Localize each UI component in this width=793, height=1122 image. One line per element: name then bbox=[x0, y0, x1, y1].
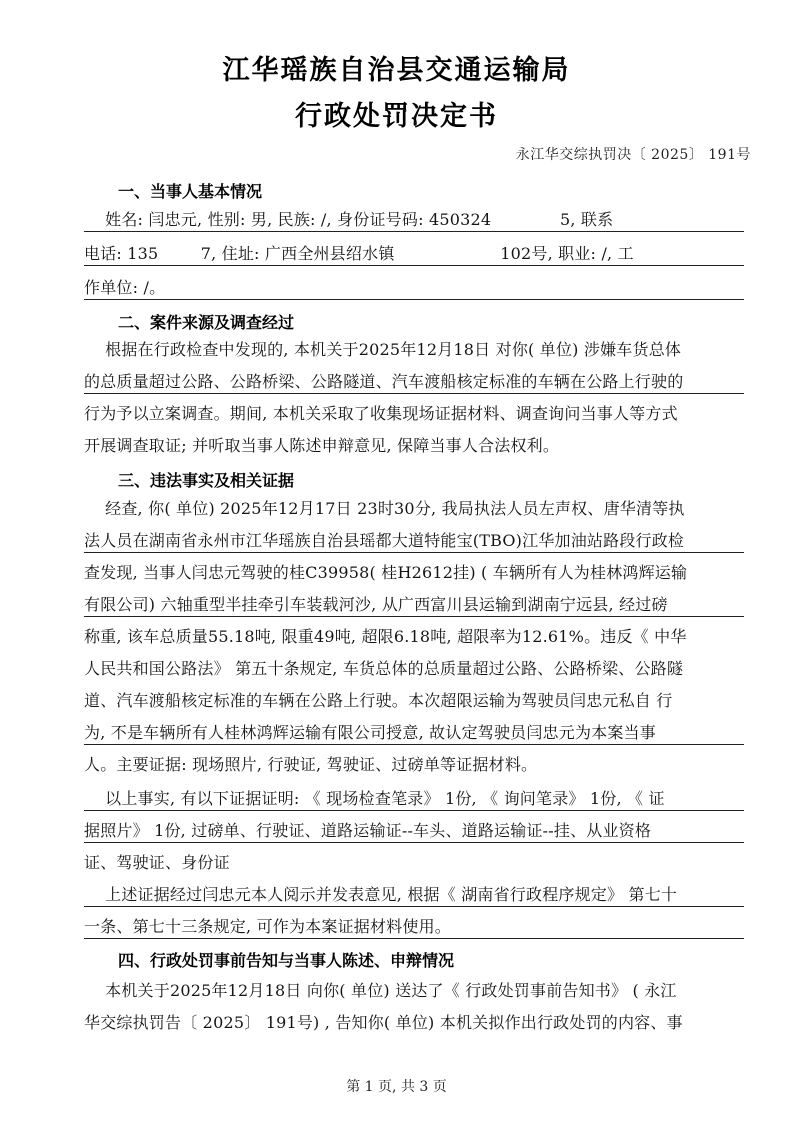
prior-notice-line: 本机关于2025年12月18日 向你( 单位) 送达了《 行政处罚事前告知书》 ( 永江 bbox=[84, 981, 677, 1000]
document-title-agency: 江华瑶族自治县交通运输局 bbox=[222, 55, 571, 86]
evidence-line: 据照片》 1份, 过磅单、行驶证、道路运输证--车头、道路运输证--挂、从业资格 bbox=[84, 821, 744, 843]
violation-facts-line: 称重, 该车总质量55.18吨, 限重49吨, 超限6.18吨, 超限率为12.61%。违反《 中华 bbox=[84, 627, 687, 646]
evidence-line: 以上事实, 有以下证据证明: 《 现场检查笔录》 1份, 《 询问笔录》 1份, 《 证 bbox=[84, 789, 744, 811]
section-heading-violation-facts: 三、违法事实及相关证据 bbox=[118, 471, 295, 490]
party-info-line: 电话: 135 7, 住址: 广西全州县绍水镇 102号, 职业: /, 工 bbox=[84, 244, 744, 266]
violation-facts-line: 道、汽车渡船核定标准的车辆在公路上行驶。本次超限运输为驾驶员闫忠元私自 行 bbox=[84, 691, 673, 710]
evidence-line: 上述证据经过闫忠元本人阅示并发表意见, 根据《 湖南省行政程序规定》 第七十 bbox=[84, 885, 744, 907]
evidence-line: 证、驾驶证、身份证 bbox=[84, 853, 230, 872]
case-source-line: 根据在行政检查中发现的, 本机关于2025年12月18日 对你( 单位) 涉嫌车货总体 bbox=[84, 340, 682, 359]
document-number: 永江华交综执罚决〔 2025〕 191号 bbox=[515, 147, 751, 163]
case-source-line: 开展调查取证; 并听取当事人陈述申辩意见, 保障当事人合法权利。 bbox=[84, 436, 560, 455]
violation-facts-line: 人民共和国公路法》 第五十条规定, 车货总体的总质量超过公路、公路桥梁、公路隧 bbox=[84, 659, 684, 678]
violation-facts-line: 有限公司) 六轴重型半挂牵引车装载河沙, 从广西富川县运输到湖南宁远县, 经过磅 bbox=[84, 595, 744, 617]
prior-notice-line: 华交综执罚告〔 2025〕 191号) , 告知你( 单位) 本机关拟作出行政处罚的内容、事 bbox=[84, 1013, 683, 1032]
violation-facts-line: 人。主要证据: 现场照片, 行驶证, 驾驶证、过磅单等证据材料。 bbox=[84, 755, 538, 774]
case-source-line: 行为予以立案调查。期间, 本机关采取了收集现场证据材料、调查询问当事人等方式 bbox=[84, 404, 678, 423]
page-footer: 第 1 页, 共 3 页 bbox=[346, 1079, 447, 1095]
section-heading-case-source: 二、案件来源及调查经过 bbox=[118, 313, 295, 332]
party-info-line: 作单位: /。 bbox=[84, 278, 744, 300]
violation-facts-line: 查发现, 当事人闫忠元驾驶的桂C39958( 桂H2612挂) ( 车辆所有人为桂林鸿辉运输 bbox=[84, 563, 688, 582]
document-title-type: 行政处罚决定书 bbox=[295, 101, 498, 132]
violation-facts-line: 为, 不是车辆所有人桂林鸿辉运输有限公司授意, 故认定驾驶员闫忠元为本案当事 bbox=[84, 723, 744, 745]
evidence-line: 一条、第七十三条规定, 可作为本案证据材料使用。 bbox=[84, 917, 744, 939]
case-source-line: 的总质量超过公路、公路桥梁、公路隧道、汽车渡船核定标准的车辆在公路上行驶的 bbox=[84, 372, 744, 394]
violation-facts-line: 经查, 你( 单位) 2025年12月17日 23时30分, 我局执法人员左声权、唐华清等执 bbox=[84, 499, 685, 518]
violation-facts-line: 法人员在湖南省永州市江华瑶族自治县瑶都大道特能宝(TBO)江华加油站路段行政检 bbox=[84, 531, 744, 553]
party-info-line: 姓名: 闫忠元, 性别: 男, 民族: /, 身份证号码: 450324 5, 联系 bbox=[84, 210, 744, 232]
section-heading-party-info: 一、当事人基本情况 bbox=[118, 182, 263, 201]
section-heading-prior-notice: 四、行政处罚事前告知与当事人陈述、申辩情况 bbox=[118, 951, 455, 970]
